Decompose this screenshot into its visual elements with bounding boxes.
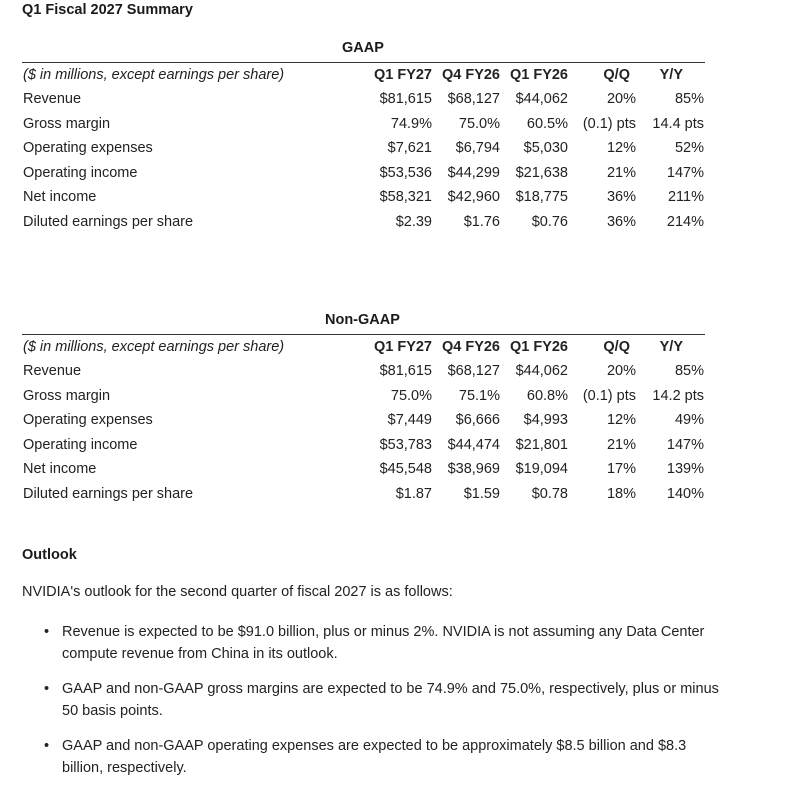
cell-q1fy27: $1.87: [395, 486, 432, 502]
nongaap-header-row: [22, 335, 705, 359]
gaap-col-yy: Y/Y: [659, 67, 683, 83]
cell-qq: 21%: [606, 165, 636, 181]
list-item: [22, 621, 722, 665]
cell-q1fy26: $0.76: [531, 214, 568, 230]
cell-qq: 36%: [606, 214, 636, 230]
gaap-col-qq: Q/Q: [603, 67, 630, 83]
gaap-col-q1fy27: Q1 FY27: [373, 67, 432, 83]
row-label: Diluted earnings per share: [23, 214, 194, 230]
cell-q1fy26: $21,638: [515, 165, 568, 181]
cell-yy: 147%: [666, 165, 704, 181]
table-row: [22, 384, 705, 408]
cell-qq: 36%: [606, 189, 636, 205]
gaap-heading: GAAP: [342, 40, 384, 56]
cell-q1fy26: 60.8%: [526, 388, 568, 404]
cell-q1fy27: 75.0%: [390, 388, 432, 404]
outlook-title: Outlook: [22, 547, 77, 563]
row-label: Net income: [23, 189, 97, 205]
table-row: [22, 112, 705, 136]
row-label: Operating expenses: [23, 140, 153, 156]
page-title: Q1 Fiscal 2027 Summary: [22, 2, 193, 18]
cell-q1fy26: $44,062: [515, 363, 568, 379]
cell-q1fy26: $19,094: [515, 461, 568, 477]
cell-yy: 147%: [666, 437, 704, 453]
cell-q4fy26: $6,794: [455, 140, 500, 156]
cell-q4fy26: 75.1%: [458, 388, 500, 404]
row-label: Diluted earnings per share: [23, 486, 194, 502]
cell-yy: 139%: [666, 461, 704, 477]
cell-q4fy26: $1.76: [463, 214, 500, 230]
table-row: [22, 87, 705, 111]
cell-q1fy27: $7,621: [387, 140, 432, 156]
gaap-header-row: [22, 63, 705, 87]
cell-q1fy26: $0.78: [531, 486, 568, 502]
cell-q4fy26: $6,666: [455, 412, 500, 428]
cell-yy: 214%: [666, 214, 704, 230]
cell-q4fy26: $44,474: [447, 437, 500, 453]
cell-qq: 17%: [606, 461, 636, 477]
cell-q1fy26: $4,993: [523, 412, 568, 428]
cell-q1fy27: $7,449: [387, 412, 432, 428]
cell-q4fy26: $68,127: [447, 363, 500, 379]
nongaap-col-q4fy26: Q4 FY26: [441, 339, 500, 355]
cell-q1fy26: $18,775: [515, 189, 568, 205]
gaap-col-q4fy26: Q4 FY26: [441, 67, 500, 83]
table-row: [22, 161, 705, 185]
table-row: [22, 408, 705, 432]
cell-q1fy27: $45,548: [379, 461, 432, 477]
table-row: [22, 185, 705, 209]
cell-yy: 140%: [666, 486, 704, 502]
row-label: Gross margin: [23, 116, 111, 132]
cell-q4fy26: $68,127: [447, 91, 500, 107]
outlook-list: [22, 621, 722, 792]
bullet-icon: •: [44, 624, 50, 640]
cell-q1fy27: 74.9%: [390, 116, 432, 132]
gaap-units-label: ($ in millions, except earnings per share): [23, 67, 285, 83]
cell-yy: 49%: [674, 412, 704, 428]
cell-qq: (0.1) pts: [582, 388, 636, 404]
cell-qq: 12%: [606, 140, 636, 156]
list-item-text: GAAP and non-GAAP operating expenses are expected to be approximately $8.5 billion and $8.3 billion, respectively.: [62, 738, 687, 776]
nongaap-col-q1fy27: Q1 FY27: [373, 339, 432, 355]
row-label: Operating income: [23, 165, 138, 181]
cell-q4fy26: 75.0%: [458, 116, 500, 132]
cell-q1fy26: $21,801: [515, 437, 568, 453]
cell-qq: 20%: [606, 363, 636, 379]
cell-q1fy27: $81,615: [379, 91, 432, 107]
cell-qq: 12%: [606, 412, 636, 428]
cell-yy: 52%: [674, 140, 704, 156]
table-row: [22, 210, 705, 234]
bullet-icon: •: [44, 738, 50, 754]
nongaap-col-q1fy26: Q1 FY26: [509, 339, 568, 355]
cell-q1fy26: 60.5%: [526, 116, 568, 132]
bullet-icon: •: [44, 681, 50, 697]
cell-q4fy26: $44,299: [447, 165, 500, 181]
table-row: [22, 136, 705, 160]
gaap-col-q1fy26: Q1 FY26: [509, 67, 568, 83]
table-row: [22, 433, 705, 457]
row-label: Operating income: [23, 437, 138, 453]
list-item-text: Revenue is expected to be $91.0 billion, plus or minus 2%. NVIDIA is not assuming any Data Center compute revenue from China in its outlook.: [62, 624, 705, 662]
cell-qq: 21%: [606, 437, 636, 453]
cell-q1fy26: $5,030: [523, 140, 568, 156]
nongaap-col-qq: Q/Q: [603, 339, 630, 355]
gaap-table: [22, 40, 705, 240]
cell-q4fy26: $38,969: [447, 461, 500, 477]
cell-q1fy27: $81,615: [379, 363, 432, 379]
row-label: Revenue: [23, 91, 82, 107]
cell-qq: (0.1) pts: [582, 116, 636, 132]
row-label: Net income: [23, 461, 97, 477]
cell-qq: 20%: [606, 91, 636, 107]
nongaap-table: [22, 312, 705, 512]
table-row: [22, 359, 705, 383]
nongaap-col-yy: Y/Y: [659, 339, 683, 355]
nongaap-units-label: ($ in millions, except earnings per share): [23, 339, 285, 355]
cell-q1fy27: $2.39: [395, 214, 432, 230]
row-label: Operating expenses: [23, 412, 153, 428]
table-row: [22, 482, 705, 506]
list-item-text: GAAP and non-GAAP gross margins are expected to be 74.9% and 75.0%, respectively, plus or minus 50 basis points.: [62, 681, 719, 719]
outlook-intro: NVIDIA's outlook for the second quarter of fiscal 2027 is as follows:: [22, 584, 453, 600]
row-label: Gross margin: [23, 388, 111, 404]
list-item: [22, 678, 722, 722]
nongaap-heading: Non-GAAP: [325, 312, 400, 328]
cell-q4fy26: $42,960: [447, 189, 500, 205]
cell-q1fy27: $53,536: [379, 165, 432, 181]
cell-yy: 14.4 pts: [652, 116, 704, 132]
cell-q1fy27: $58,321: [379, 189, 432, 205]
cell-yy: 211%: [667, 189, 704, 205]
cell-yy: 85%: [674, 91, 704, 107]
cell-q4fy26: $1.59: [463, 486, 500, 502]
cell-q1fy26: $44,062: [515, 91, 568, 107]
list-item: [22, 735, 722, 779]
cell-q1fy27: $53,783: [379, 437, 432, 453]
table-row: [22, 457, 705, 481]
cell-qq: 18%: [606, 486, 636, 502]
cell-yy: 85%: [674, 363, 704, 379]
row-label: Revenue: [23, 363, 82, 379]
cell-yy: 14.2 pts: [652, 388, 704, 404]
